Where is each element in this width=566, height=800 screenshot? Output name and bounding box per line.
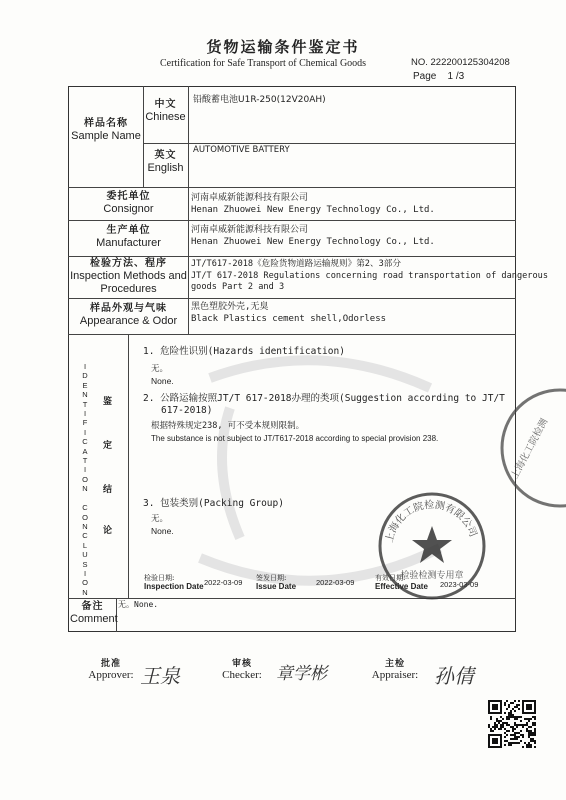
vertical-letter: N (82, 484, 88, 494)
qr-module (504, 740, 506, 742)
manufacturer-label-en: Manufacturer (96, 237, 161, 249)
comment-label (70, 601, 118, 626)
qr-module (514, 716, 516, 718)
road-transport-cn: 根据特殊规定238, 可不受本规则限制。 (151, 421, 305, 431)
appearance-value-en: Black Plastics cement shell,Odorless (191, 314, 387, 325)
qr-module (508, 718, 510, 720)
issue-date-label-en: Issue Date (256, 582, 297, 592)
qr-module (534, 730, 536, 732)
vertical-letter: I (83, 568, 87, 578)
vertical-letter: E (82, 380, 88, 390)
qr-module (532, 738, 534, 740)
appearance-label-cn: 样品外观与气味 (90, 303, 167, 314)
sample-name-chinese-value: 铅酸蓄电池U1R-250(12V20AH) (193, 95, 326, 105)
qr-module (514, 742, 516, 744)
methods-value-3: goods Part 2 and 3 (191, 282, 285, 293)
methods-label-en-2: Procedures (100, 283, 157, 296)
qr-module (520, 720, 522, 722)
english-label-cn: 英文 (154, 150, 177, 161)
english-label-en: English (147, 162, 184, 174)
seal-sub-text: 检验检测专用章 (400, 571, 464, 581)
qr-module (504, 722, 506, 724)
packing-group-cn: 无。 (151, 514, 169, 524)
qr-module (508, 742, 510, 744)
hazard-identification-title: 1. 危险性识别(Hazards identification) (143, 346, 345, 357)
consignor-value-cn: 河南卓威新能源科技有限公司 (191, 193, 309, 203)
document-subtitle: Certification for Safe Transport of Chemical Goods (160, 58, 367, 69)
page-indicator (413, 71, 464, 82)
qr-module (496, 720, 498, 722)
qr-module (520, 740, 522, 742)
qr-module (514, 710, 516, 712)
qr-module (532, 724, 534, 726)
consignor-value-en: Henan Zhuowei New Energy Technology Co., Ltd. (191, 205, 435, 216)
qr-module (508, 724, 510, 726)
qr-module (494, 724, 496, 726)
qr-module (520, 724, 522, 726)
methods-value-1: JT/T617-2018《危险货物道路运输规则》第2、3部分 (191, 259, 401, 269)
qr-module (534, 722, 536, 724)
qr-module (534, 742, 536, 744)
effective-date-label-cn: 有效日期: (375, 574, 406, 582)
qr-module (530, 732, 532, 734)
inspection-date-label (144, 574, 204, 592)
qr-module (530, 730, 532, 732)
document-number: NO. 222200125304208 (411, 57, 510, 68)
methods-label-en-1: Inspection Methods and (70, 270, 187, 282)
manufacturer-label-cn: 生产单位 (106, 225, 151, 236)
qr-module (534, 746, 536, 748)
vertical-letter (80, 494, 90, 503)
vertical-letter: O (82, 578, 88, 588)
qr-module (512, 726, 514, 728)
qr-finder-module (492, 738, 498, 744)
vertical-letter: U (82, 550, 88, 560)
qr-module (508, 744, 510, 746)
comment-value: 无。None. (118, 600, 159, 609)
qr-module (496, 726, 498, 728)
qr-module (524, 724, 526, 726)
qr-module (506, 700, 508, 702)
qr-module (530, 744, 532, 746)
qr-module (534, 734, 536, 736)
qr-module (516, 732, 518, 734)
qr-module (522, 726, 524, 728)
qr-module (530, 734, 532, 736)
qr-module (522, 746, 524, 748)
appearance-value (191, 301, 386, 325)
qr-module (528, 746, 530, 748)
qr-module (510, 710, 512, 712)
row-divider (68, 334, 516, 335)
methods-label (69, 258, 188, 296)
qr-module (512, 716, 514, 718)
qr-module (514, 736, 516, 738)
issue-date-label-cn: 签发日期: (256, 574, 287, 582)
vertical-letter: O (82, 512, 88, 522)
qr-module (522, 734, 524, 736)
vertical-letter: I (83, 427, 87, 437)
qr-module (516, 704, 518, 706)
qr-module (516, 706, 518, 708)
appraiser-label-cn: 主检 (384, 659, 405, 669)
consignor-label (70, 191, 187, 216)
sample-name-label-en: Sample Name (71, 130, 141, 142)
qr-module (502, 718, 504, 720)
qr-module (498, 720, 500, 722)
qr-module (512, 708, 514, 710)
qr-module (518, 716, 520, 718)
qr-module (524, 742, 526, 744)
inspection-date-label-en: Inspection Date (144, 582, 204, 592)
checker-label-cn: 审核 (231, 659, 252, 669)
qr-module (488, 724, 490, 726)
qr-module (530, 740, 532, 742)
qr-code-icon (488, 700, 536, 748)
road-transport-title-2: 617-2018) (161, 405, 213, 416)
qr-module (496, 718, 498, 720)
appearance-label (70, 303, 187, 328)
conclusion-char-1: 鉴 (103, 397, 113, 407)
qr-module (532, 716, 534, 718)
qr-module (530, 738, 532, 740)
qr-module (530, 726, 532, 728)
qr-module (516, 718, 518, 720)
qr-module (504, 704, 506, 706)
edge-seal-text: 上海化工院检测 (509, 416, 551, 481)
qr-module (506, 734, 508, 736)
effective-date-value: 2023-03-09 (440, 580, 479, 589)
vertical-letter: N (82, 587, 88, 597)
vertical-letter: T (82, 456, 88, 466)
page-label: Page (413, 71, 437, 82)
vertical-letter: I (83, 465, 87, 475)
qr-module (526, 722, 528, 724)
row-divider (68, 220, 516, 221)
qr-module (488, 726, 490, 728)
approver-label-cn: 批准 (100, 659, 121, 669)
chinese-label-cn: 中文 (154, 99, 177, 110)
manufacturer-label (70, 225, 187, 250)
qr-module (510, 712, 512, 714)
row-divider (143, 143, 516, 144)
vertical-letter: O (82, 474, 88, 484)
qr-module (530, 718, 532, 720)
chinese-label-en: Chinese (145, 111, 186, 123)
manufacturer-value (191, 224, 435, 248)
qr-module (534, 732, 536, 734)
qr-module (520, 734, 522, 736)
qr-module (534, 718, 536, 720)
qr-module (516, 726, 518, 728)
document-title: 货物运输条件鉴定书 (206, 38, 360, 56)
checker-label (212, 656, 272, 681)
qr-module (506, 722, 508, 724)
qr-module (508, 714, 510, 716)
hazard-identification-cn: 无。 (151, 364, 169, 374)
inspection-date-label-cn: 检验日期: (144, 574, 175, 582)
comment-label-cn: 备注 (81, 601, 104, 612)
qr-module (514, 734, 516, 736)
vertical-letter: D (82, 371, 88, 381)
qr-module (506, 716, 508, 718)
vertical-letter: F (82, 418, 88, 428)
appearance-value-cn: 黑色塑胶外壳,无臭 (191, 302, 269, 312)
qr-module (514, 718, 516, 720)
vertical-letter: I (83, 362, 87, 371)
qr-module (498, 728, 500, 730)
qr-module (518, 700, 520, 702)
chinese-label (144, 99, 187, 124)
qr-module (500, 716, 502, 718)
qr-module (532, 740, 534, 742)
qr-module (514, 724, 516, 726)
qr-module (510, 726, 512, 728)
edge-seal-icon (498, 384, 566, 514)
qr-module (512, 728, 514, 730)
qr-module (510, 716, 512, 718)
qr-module (504, 732, 506, 734)
qr-module (522, 724, 524, 726)
issue-date-label (256, 574, 296, 592)
packing-group-en: None. (151, 526, 174, 536)
qr-module (516, 716, 518, 718)
qr-module (526, 718, 528, 720)
conclusion-char-2: 定 (103, 441, 113, 451)
english-label (144, 150, 187, 175)
qr-module (506, 718, 508, 720)
manufacturer-value-en: Henan Zhuowei New Energy Technology Co., Ltd. (191, 237, 435, 248)
checker-signature: 章学彬 (276, 664, 327, 684)
qr-module (526, 730, 528, 732)
methods-value-2: JT/T 617-2018 Regulations concerning road transportation of dangerous (191, 270, 548, 281)
vertical-letter: T (82, 399, 88, 409)
qr-module (528, 736, 530, 738)
issue-date-value: 2022-03-09 (316, 578, 355, 587)
row-divider (68, 298, 516, 299)
qr-finder-module (492, 704, 498, 710)
vertical-letter: S (82, 559, 88, 569)
appraiser-signature: 孙倩 (434, 664, 474, 688)
qr-module (494, 728, 496, 730)
vertical-letter: C (82, 503, 88, 513)
qr-module (500, 720, 502, 722)
qr-module (506, 724, 508, 726)
row-divider (68, 187, 516, 188)
qr-module (528, 742, 530, 744)
qr-module (526, 728, 528, 730)
qr-module (512, 734, 514, 736)
qr-module (530, 746, 532, 748)
qr-module (506, 740, 508, 742)
methods-label-cn: 检验方法、程序 (90, 258, 167, 269)
conclusion-char-3: 结 (103, 485, 113, 495)
qr-module (500, 726, 502, 728)
qr-module (514, 728, 516, 730)
consignor-value (191, 192, 435, 216)
checker-label-en: Checker: (222, 669, 262, 681)
qr-module (504, 712, 506, 714)
vertical-letter: I (83, 409, 87, 419)
qr-module (510, 734, 512, 736)
sample-name-label (70, 118, 142, 143)
qr-module (494, 722, 496, 724)
packing-group-title: 3. 包装类别(Packing Group) (143, 498, 284, 509)
qr-module (528, 744, 530, 746)
qr-module (518, 724, 520, 726)
qr-module (508, 712, 510, 714)
qr-module (512, 714, 514, 716)
qr-module (524, 718, 526, 720)
qr-module (500, 724, 502, 726)
qr-module (508, 706, 510, 708)
official-seal-icon (372, 486, 492, 606)
conclusion-char-4: 论 (103, 526, 113, 536)
qr-module (502, 724, 504, 726)
methods-value (191, 259, 548, 294)
qr-module (502, 726, 504, 728)
qr-module (508, 704, 510, 706)
row-divider (68, 256, 516, 257)
qr-module (500, 728, 502, 730)
qr-module (514, 738, 516, 740)
qr-module (514, 706, 516, 708)
qr-module (490, 728, 492, 730)
approver-label-en: Approver: (88, 669, 134, 681)
qr-module (532, 722, 534, 724)
qr-module (512, 730, 514, 732)
consignor-label-en: Consignor (103, 203, 154, 215)
qr-module (504, 744, 506, 746)
qr-module (528, 734, 530, 736)
qr-module (514, 700, 516, 702)
qr-module (496, 724, 498, 726)
qr-module (510, 714, 512, 716)
comment-label-en: Comment (70, 613, 118, 625)
qr-module (534, 728, 536, 730)
vertical-letter: C (82, 437, 88, 447)
page-value: 1 /3 (447, 71, 465, 82)
manufacturer-value-cn: 河南卓威新能源科技有限公司 (191, 225, 309, 235)
appearance-label-en: Appearance & Odor (79, 315, 178, 327)
appraiser-label-en: Appraiser: (371, 669, 419, 681)
qr-module (492, 726, 494, 728)
qr-module (490, 718, 492, 720)
vertical-letter: A (82, 446, 88, 456)
qr-module (516, 736, 518, 738)
column-divider (188, 86, 189, 334)
qr-module (508, 716, 510, 718)
qr-module (514, 732, 516, 734)
vertical-letter: L (82, 540, 88, 550)
qr-module (518, 736, 520, 738)
qr-module (490, 716, 492, 718)
qr-module (504, 728, 506, 730)
qr-module (532, 732, 534, 734)
qr-module (528, 730, 530, 732)
qr-module (494, 726, 496, 728)
qr-module (528, 720, 530, 722)
qr-module (516, 738, 518, 740)
qr-module (492, 730, 494, 732)
qr-module (510, 742, 512, 744)
qr-module (512, 742, 514, 744)
qr-module (534, 716, 536, 718)
qr-module (534, 724, 536, 726)
qr-module (526, 724, 528, 726)
qr-module (516, 742, 518, 744)
road-transport-title: 2. 公路运输按照JT/T 617-2018办理的类项(Suggestion according to JT/T (143, 393, 505, 404)
qr-module (522, 736, 524, 738)
qr-module (490, 730, 492, 732)
qr-module (532, 734, 534, 736)
qr-module (526, 746, 528, 748)
consignor-label-cn: 委托单位 (106, 191, 151, 202)
qr-finder-module (526, 704, 532, 710)
qr-module (514, 722, 516, 724)
vertical-letter: N (82, 390, 88, 400)
qr-module (510, 744, 512, 746)
sample-name-label-cn: 样品名称 (84, 118, 128, 129)
qr-module (506, 730, 508, 732)
inspection-date-value: 2022-03-09 (204, 578, 243, 587)
qr-module (520, 730, 522, 732)
vertical-letter: N (82, 521, 88, 531)
sample-name-english-value: AUTOMOTIVE BATTERY (193, 145, 290, 155)
appraiser-label (360, 656, 430, 681)
qr-module (520, 716, 522, 718)
qr-module (528, 732, 530, 734)
column-divider (128, 334, 129, 598)
qr-module (518, 732, 520, 734)
qr-module (506, 708, 508, 710)
qr-module (502, 722, 504, 724)
vertical-letter: C (82, 531, 88, 541)
qr-module (512, 702, 514, 704)
hazard-identification-en: None. (151, 376, 174, 386)
identification-conclusion-vertical-label (80, 362, 90, 597)
qr-module (518, 704, 520, 706)
effective-date-label-en: Effective Date (375, 582, 428, 592)
qr-module (518, 742, 520, 744)
qr-module (528, 718, 530, 720)
qr-module (512, 738, 514, 740)
road-transport-en: The substance is not subject to JT/T617-2018 according to special provision 238. (151, 434, 439, 443)
qr-module (508, 730, 510, 732)
qr-module (526, 744, 528, 746)
qr-module (498, 722, 500, 724)
qr-module (504, 702, 506, 704)
qr-module (504, 736, 506, 738)
seal-main-text: 上海化工院检测有限公司 (384, 499, 479, 544)
approver-signature: 王泉 (140, 664, 180, 688)
qr-module (528, 726, 530, 728)
qr-module (510, 702, 512, 704)
approver-label (76, 656, 146, 681)
qr-module (516, 724, 518, 726)
qr-module (510, 738, 512, 740)
qr-module (534, 740, 536, 742)
qr-module (518, 708, 520, 710)
